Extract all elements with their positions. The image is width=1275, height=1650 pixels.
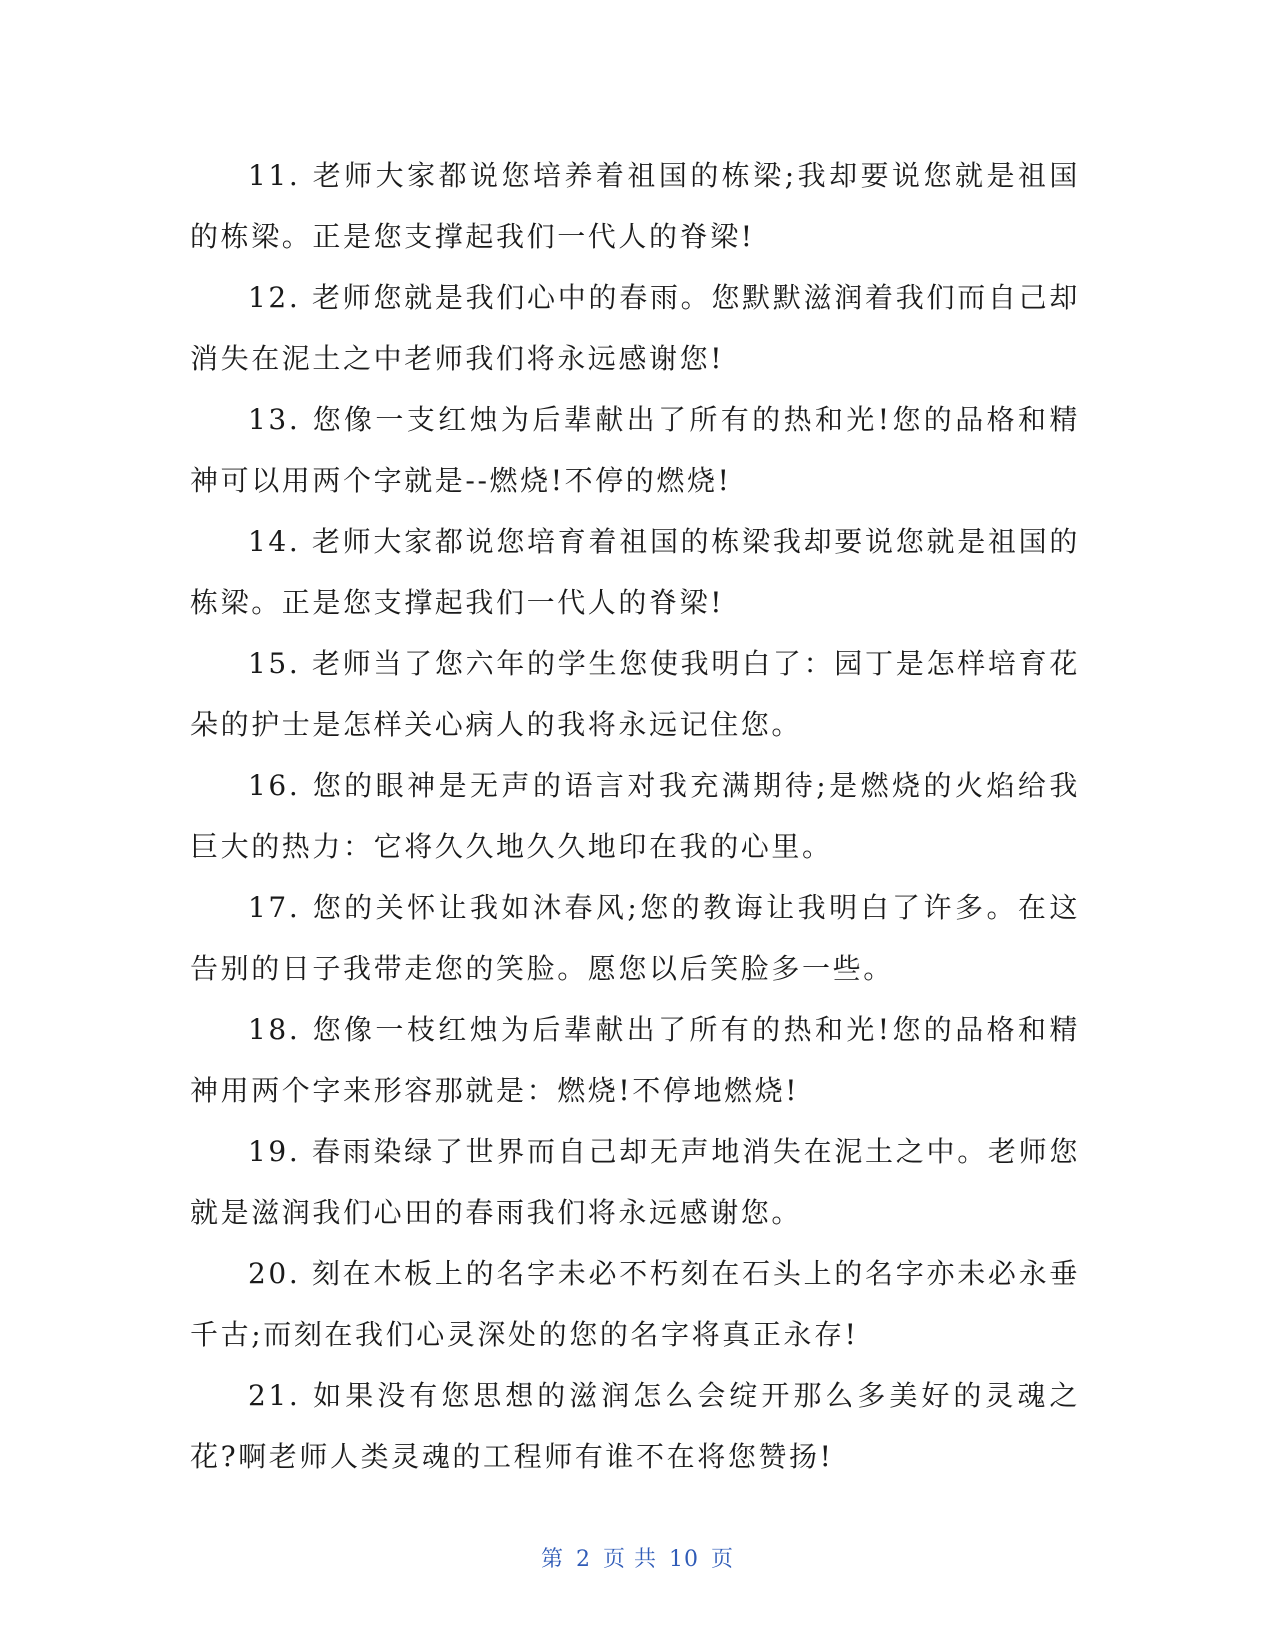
footer-prefix: 第 — [540, 1547, 564, 1572]
paragraph-16: 16. 您的眼神是无声的语言对我充满期待;是燃烧的火焰给我巨大的热力：它将久久地久久地印在我的心里。 — [190, 769, 1080, 863]
paragraph-17: 17. 您的关怀让我如沐春风;您的教诲让我明白了许多。在这告别的日子我带走您的笑脸。愿您以后笑脸多一些。 — [190, 891, 1080, 985]
footer-page-number: 2 — [576, 1547, 591, 1572]
paragraph-20: 20. 刻在木板上的名字未必不朽刻在石头上的名字亦未必永垂千古;而刻在我们心灵深处的您的名字将真正永存! — [190, 1257, 1080, 1351]
paragraph-21: 21. 如果没有您思想的滋润怎么会绽开那么多美好的灵魂之花?啊老师人类灵魂的工程师有谁不在将您赞扬! — [190, 1379, 1080, 1473]
page-footer — [0, 1542, 1275, 1573]
footer-total-pages: 10 — [669, 1547, 699, 1572]
document-body — [190, 145, 1080, 1487]
paragraph-15: 15. 老师当了您六年的学生您使我明白了：园丁是怎样培育花朵的护士是怎样关心病人的我将永远记住您。 — [190, 647, 1080, 741]
paragraph-19: 19. 春雨染绿了世界而自己却无声地消失在泥土之中。老师您就是滋润我们心田的春雨我们将永远感谢您。 — [190, 1135, 1080, 1229]
paragraph-11: 11. 老师大家都说您培养着祖国的栋梁;我却要说您就是祖国的栋梁。正是您支撑起我们一代人的脊梁! — [190, 159, 1080, 253]
footer-suffix: 页 — [711, 1547, 735, 1572]
paragraph-12: 12. 老师您就是我们心中的春雨。您默默滋润着我们而自己却消失在泥土之中老师我们将永远感谢您! — [190, 281, 1080, 375]
footer-middle: 页 共 — [603, 1547, 657, 1572]
paragraph-13: 13. 您像一支红烛为后辈献出了所有的热和光!您的品格和精神可以用两个字就是--燃烧!不停的燃烧! — [190, 403, 1080, 497]
paragraph-14: 14. 老师大家都说您培育着祖国的栋梁我却要说您就是祖国的栋梁。正是您支撑起我们一代人的脊梁! — [190, 525, 1080, 619]
paragraph-18: 18. 您像一枝红烛为后辈献出了所有的热和光!您的品格和精神用两个字来形容那就是：燃烧!不停地燃烧! — [190, 1013, 1080, 1107]
